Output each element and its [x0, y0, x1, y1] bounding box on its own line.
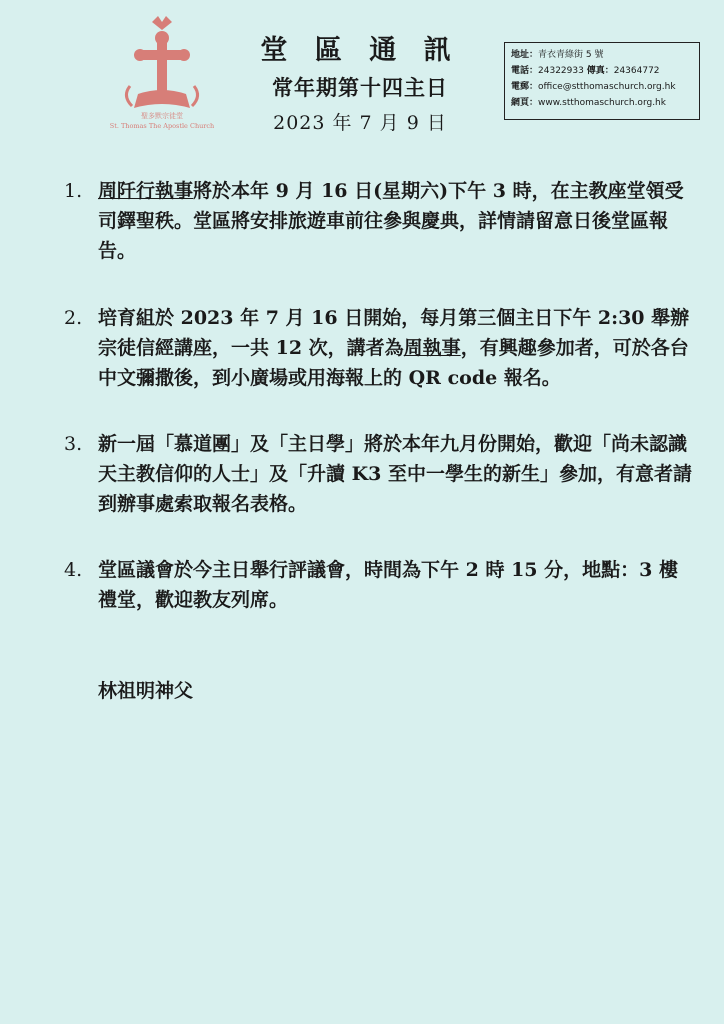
- phone-row: 電話：24322933 傳真：24364772: [511, 66, 660, 76]
- email-link[interactable]: office@stthomaschurch.org.hk: [538, 82, 676, 92]
- page-title: 堂 區 通 訊: [260, 35, 460, 66]
- list-item: 3. 新一屆「慕道團」及「主日學」將於本年九月份開始，歡迎「尚未認識天主教信仰的人士」及「升讀 K3 至中一學生的新生」參加，有意者請到辦事處索取報名表格。: [64, 433, 692, 515]
- church-logo: [108, 8, 216, 136]
- email-row: 電郵：office@stthomaschurch.org.hk: [511, 82, 676, 92]
- list-item: 2. 培育組於 2023 年 7 月 16 日開始，每月第三個主日下午 2:30 舉辦宗徒信經講座，一共 12 次，講者為周執事，有興趣參加者，可於各台中文彌撒後，到小廣場或用海報上的 QR code 報名。: [64, 307, 690, 389]
- web-link[interactable]: www.stthomaschurch.org.hk: [538, 98, 666, 108]
- church-name-cn: 聖多默宗徒堂: [141, 112, 183, 120]
- announcement-list: [64, 176, 694, 651]
- address-row: 地址：青衣青綠街 5 號: [511, 50, 604, 60]
- list-item: 4. 堂區議會於今主日舉行評議會，時間為下午 2 時 15 分，地點：3 樓禮堂，歡迎教友列席。: [64, 559, 678, 611]
- sunday-subtitle: 常年期第十四主日: [272, 75, 448, 100]
- speaker-name: 周執事: [403, 337, 461, 359]
- cross-emblem-icon: [108, 8, 216, 136]
- deacon-name: 周阡行執事: [98, 180, 194, 202]
- list-item: 1. 周阡行執事將於本年 9 月 16 日(星期六)下午 3 時，在主教座堂領受司鐸聖秩。堂區將安排旅遊車前往參與慶典，詳情請留意日後堂區報告。: [64, 180, 684, 262]
- contact-box: [504, 42, 700, 120]
- issue-date: 2023 年 7 月 9 日: [273, 112, 447, 134]
- church-name-en: St. Thomas The Apostle Church: [109, 122, 215, 130]
- web-row: 網頁：www.stthomaschurch.org.hk: [511, 98, 666, 108]
- signature: 林祖明神父: [98, 680, 194, 702]
